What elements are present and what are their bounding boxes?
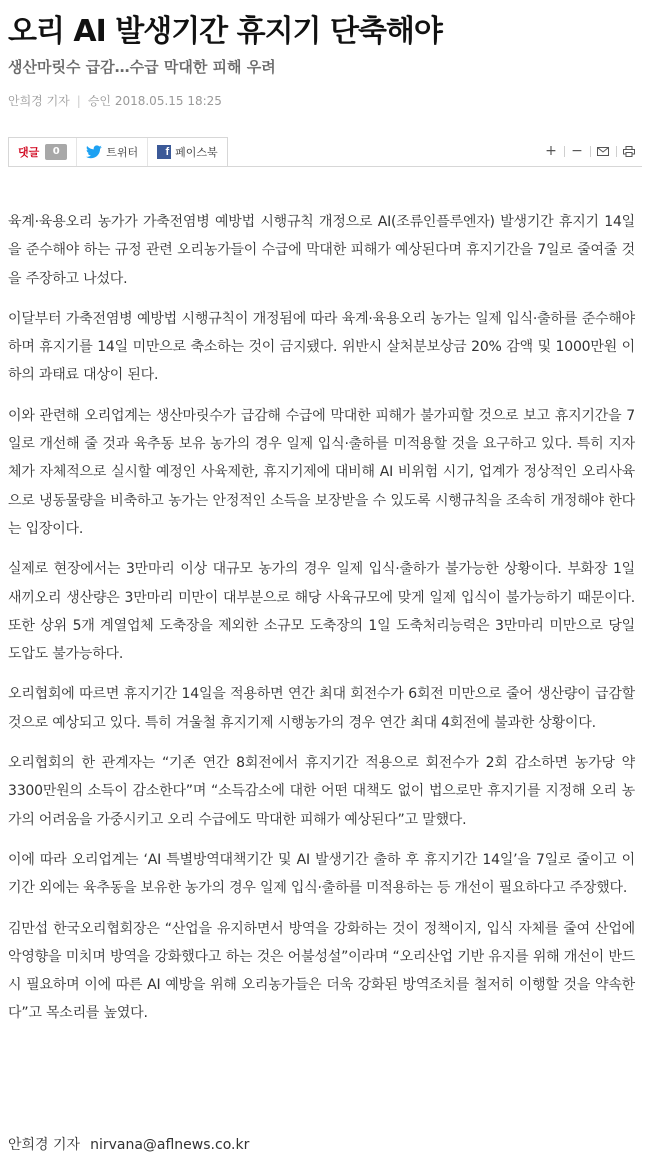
share-buttons (8, 137, 228, 166)
reporter-signature (8, 1134, 249, 1156)
article-byline (8, 92, 222, 110)
font-increase-button[interactable]: + (545, 143, 557, 159)
article-subtitle: 생산마릿수 급감…수급 막대한 피해 우려 (8, 58, 276, 76)
article-paragraph: 이와 관련해 오리업계는 생산마릿수가 급감해 수급에 막대한 피해가 불가피할 것으로 보고 휴지기간을 7일로 개선해 줄 것과 육추동 보유 농가의 경우 일제 입식·출하를 미적용할 것을 요구하고 있다. 특히 지자체가 자체적으로 실시할 예정인 사육제한, 휴지기제에 대비해 AI 비위험 시기, 업계가 정상적인 오리사육으로 냉동물량을 비축하고 농가는 안정적인 소득을 보장받을 수 있도록 시행규칙을 조속히 개정해야 한다는 입장이다. (8, 407, 635, 537)
reporter-name: 안희경 기자 (8, 1137, 81, 1153)
article-paragraph: 실제로 현장에서는 3만마리 이상 대규모 농가의 경우 일제 입식·출하가 불가능한 상황이다. 부화장 1일 새끼오리 생산량은 3만마리 미만이 대부분으로 해당 사육규모에 맞게 일제 입식이 불가능하기 때문이다. 또한 상위 5개 계열업체 도축장을 제외한 소규모 도축장의 1일 도축처리능력은 3만마리 미만으로 당일 도압도 불가능하다. (8, 561, 635, 663)
envelope-icon (597, 147, 609, 156)
printer-icon (623, 146, 635, 157)
facebook-label: 페이스북 (175, 146, 218, 159)
reporter-email: nirvana@aflnews.co.kr (90, 1137, 250, 1153)
facebook-share-button[interactable] (148, 138, 227, 166)
font-decrease-button[interactable]: − (564, 137, 590, 165)
byline-author: 안희경 기자 (8, 94, 70, 108)
print-button[interactable] (616, 137, 642, 165)
article-body (8, 208, 635, 1040)
article-paragraph: 이달부터 가축전염병 예방법 시행규칙이 개정됨에 따라 육계·육용오리 농가는 일제 입식·출하를 준수해야 하며 휴지기를 14일 미만으로 축소하는 것이 금지됐다. 위반시 살처분보상금 20% 감액 및 1000만원 이하의 과태료 대상이 된다. (8, 310, 635, 384)
article-paragraph: 김만섭 한국오리협회장은 “산업을 유지하면서 방역을 강화하는 것이 정책이지, 입식 자체를 줄여 산업에 악영향을 미치며 방역을 강화했다고 하는 것은 어불성설”이라며 “오리산업 기반 유지를 위해 개선이 반드시 필요하며 이에 따른 AI 예방을 위해 오리농가들은 더욱 강화된 방역조치를 철저히 이행할 것을 약속한다”고 목소리를 높였다. (8, 920, 635, 1022)
byline-divider: | (76, 94, 81, 108)
twitter-share-button[interactable] (77, 138, 148, 166)
article-paragraph: 오리협회의 한 관계자는 “기존 연간 8회전에서 휴지기간 적용으로 회전수가 2회 감소하면 농가당 약 3300만원의 소득이 감소한다”며 “소득감소에 대한 어떤 대책도 없이 법으로만 휴지기를 지정해 오리 농가의 어려움을 가중시키고 오리 수급에도 막대한 피해가 예상된다”고 말했다. (8, 755, 635, 828)
twitter-bird-icon (86, 145, 102, 159)
comment-count-badge: 0 (45, 144, 67, 160)
twitter-label: 트위터 (106, 146, 139, 159)
comment-button[interactable] (9, 138, 77, 166)
comment-label: 댓글 (18, 146, 40, 159)
article-tools (538, 137, 642, 165)
article-paragraph: 오리협회에 따르면 휴지기간 14일을 적용하면 연간 최대 회전수가 6회전 미만으로 줄어 생산량이 급감할 것으로 예상되고 있다. 특히 겨울철 휴지기제 시행농가의 경우 연간 최대 4회전에 불과한 상황이다. (8, 686, 635, 731)
facebook-f-icon: f (157, 145, 171, 159)
article-paragraph: 이에 따라 오리업계는 ‘AI 특별방역대책기간 및 AI 발생기간 출하 후 휴지기간 14일’을 7일로 줄이고 이 기간 외에는 육추동을 보유한 농가의 경우 일제 입식·출하를 미적용하는 등 개선이 필요하다고 주장했다. (8, 851, 635, 897)
byline-approved-date: 승인 2018.05.15 18:25 (87, 94, 222, 108)
article-paragraph: 육계·육용오리 농가가 가축전염병 예방법 시행규칙 개정으로 AI(조류인플루엔자) 발생기간 휴지기 14일을 준수해야 하는 규정 관련 오리농가들이 수급에 막대한 피해가 예상된다며 휴지기간을 7일로 줄여줄 것을 주장하고 나섰다. (8, 214, 635, 287)
article-headline: 오리 AI 발생기간 휴지기 단축해야 (8, 14, 442, 49)
email-button[interactable] (590, 137, 616, 165)
article-toolbar (8, 137, 642, 167)
